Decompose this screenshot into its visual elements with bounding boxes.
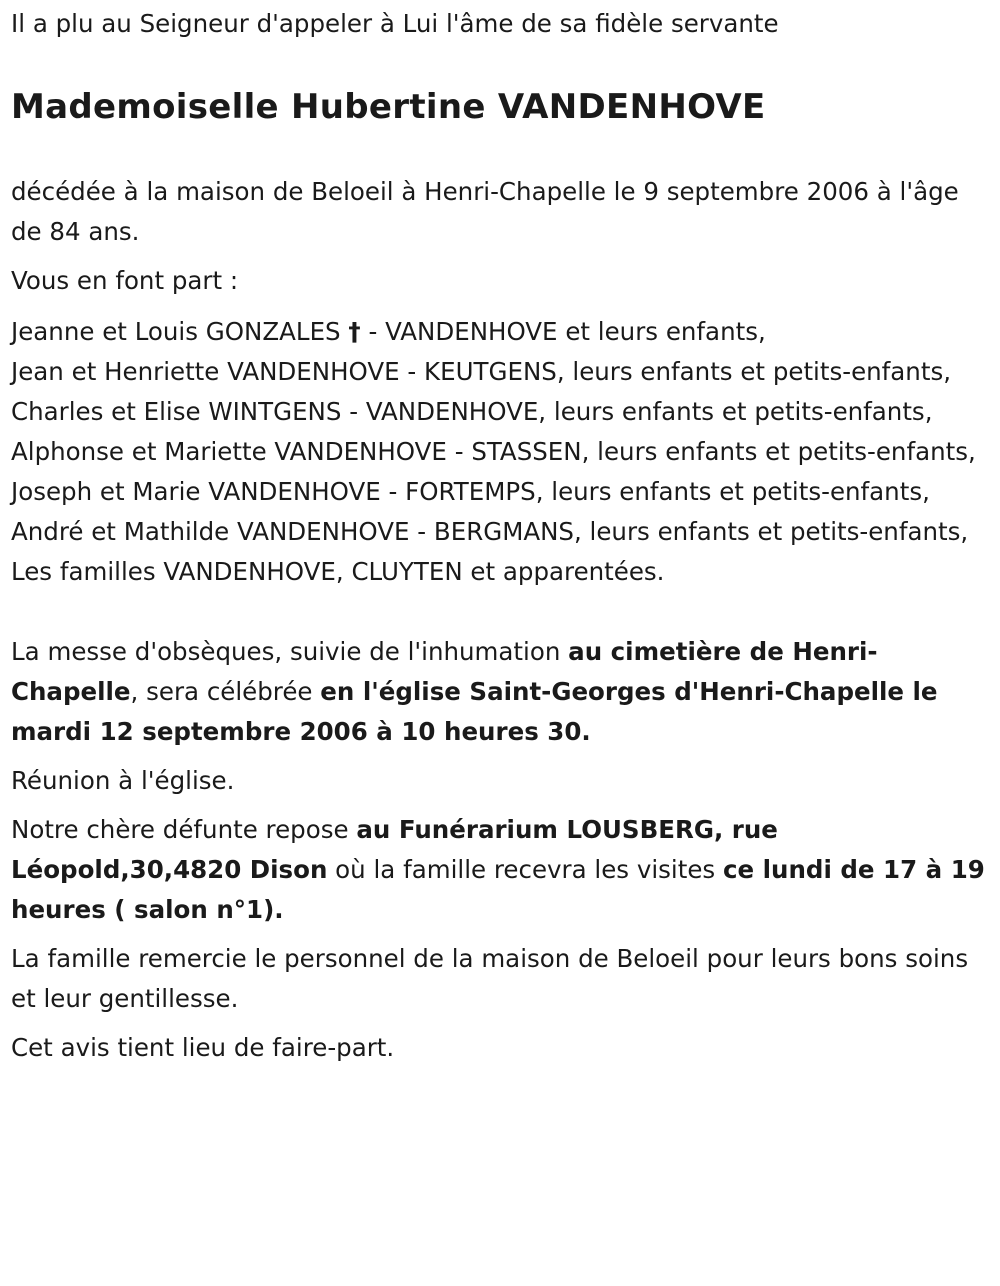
mass-details: La messe d'obsèques, suivie de l'inhumation au cimetière de Henri-Chapelle, sera célébrée en l'église Saint-Georges d'Henri-Chapelle le mardi 12 septembre 2006 à 10 heures 30.	[11, 637, 938, 746]
intro-text: Il a plu au Seigneur d'appeler à Lui l'âme de sa fidèle servante	[11, 9, 779, 38]
visiting-hours: ce lundi de 17 à 19 heures ( salon n°1).	[11, 855, 985, 924]
closing-text: Cet avis tient lieu de faire-part.	[11, 1033, 395, 1062]
reunion-text: Réunion à l'église.	[11, 766, 235, 795]
mass-place-time: en l'église Saint-Georges d'Henri-Chapelle le mardi 12 septembre 2006 à 10 heures 30.	[11, 677, 938, 746]
family-line: Jeanne et Louis GONZALES † - VANDENHOVE et leurs enfants,	[11, 317, 766, 346]
cross-icon: †	[348, 317, 361, 346]
family-line: Les familles VANDENHOVE, CLUYTEN et apparentées.	[11, 557, 665, 586]
notice-body	[11, 172, 996, 1068]
family-line: Joseph et Marie VANDENHOVE - FORTEMPS, leurs enfants et petits-enfants,	[11, 477, 930, 506]
family-line: Jean et Henriette VANDENHOVE - KEUTGENS, leurs enfants et petits-enfants,	[11, 357, 951, 386]
family-line: Charles et Elise WINTGENS - VANDENHOVE, leurs enfants et petits-enfants,	[11, 397, 933, 426]
rest-details: Notre chère défunte repose au Funérarium LOUSBERG, rue Léopold,30,4820 Dison où la famille recevra les visites ce lundi de 17 à 19 heures ( salon n°1).	[11, 815, 985, 924]
deceased-name: Mademoiselle Hubertine VANDENHOVE	[11, 87, 766, 127]
family-line: André et Mathilde VANDENHOVE - BERGMANS, leurs enfants et petits-enfants,	[11, 517, 969, 546]
death-statement: décédée à la maison de Beloeil à Henri-Chapelle le 9 septembre 2006 à l'âge de 84 ans.	[11, 177, 959, 246]
funeral-home: au Funérarium LOUSBERG, rue Léopold,30,4820 Dison	[11, 815, 778, 884]
family-line: Alphonse et Mariette VANDENHOVE - STASSEN, leurs enfants et petits-enfants,	[11, 437, 976, 466]
announce-text: Vous en font part :	[11, 266, 239, 295]
family-list	[11, 312, 996, 592]
thanks-text: La famille remercie le personnel de la maison de Beloeil pour leurs bons soins et leur gentillesse.	[11, 944, 969, 1013]
burial-place: au cimetière de Henri-Chapelle	[11, 637, 878, 706]
